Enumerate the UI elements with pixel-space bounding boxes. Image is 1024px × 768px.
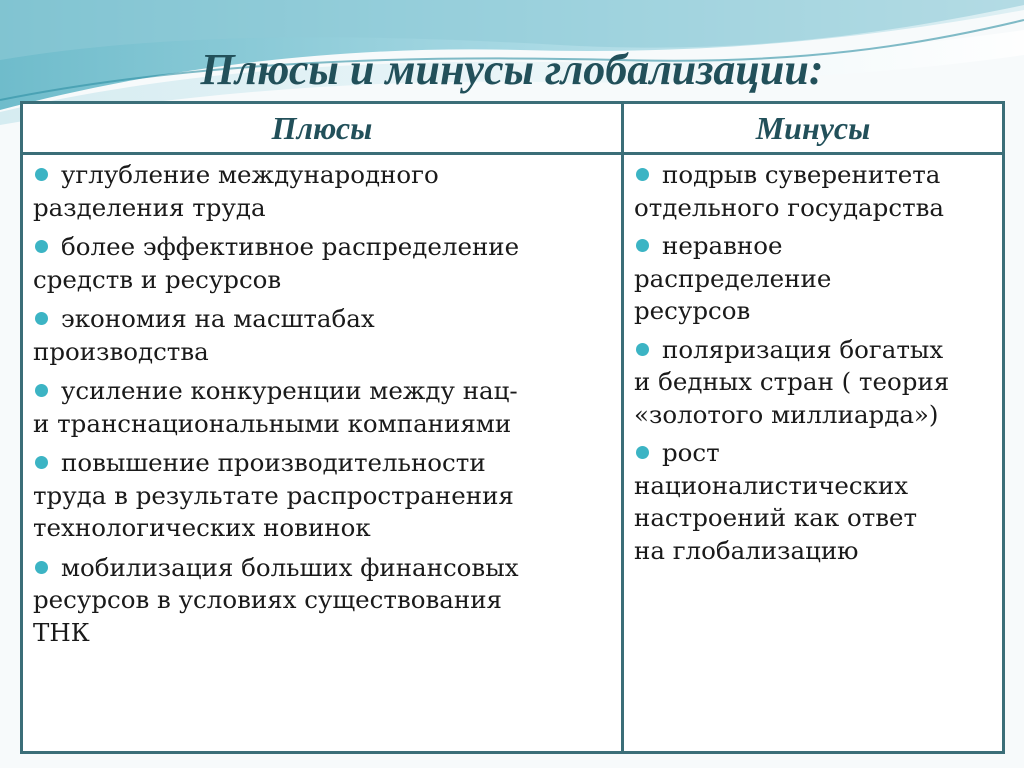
pros-item-text: усиление конкуренции между нац- и транснациональными компаниями (33, 376, 518, 438)
bullet-dot-icon (636, 168, 649, 181)
page-title: Плюсы и минусы глобализации: (200, 45, 824, 94)
pros-list-item (33, 231, 613, 296)
cons-item-text: подрыв суверенитета отдельного государства (634, 160, 945, 222)
bullet-dot-icon (35, 168, 48, 181)
bullet-dot-icon (35, 456, 48, 469)
pros-list-item (33, 552, 613, 650)
cons-column-header: Минусы (623, 103, 1004, 154)
pros-list-item (33, 375, 613, 440)
pros-item-text: мобилизация больших финансовых ресурсов в условиях существования ТНК (33, 552, 519, 647)
bullet-dot-icon (35, 312, 48, 325)
pros-item-text: углубление международного разделения труда (33, 160, 439, 222)
bullet-dot-icon (636, 343, 649, 356)
bullet-dot-icon (636, 446, 649, 459)
bullet-dot-icon (35, 561, 48, 574)
cons-list-item (634, 334, 994, 432)
table-header-row (22, 103, 1004, 154)
cons-list-item (634, 437, 994, 567)
pros-item-text: повышение производительности труда в результате распространения технологических новинок (33, 448, 514, 542)
cons-list (624, 155, 1002, 567)
bullet-dot-icon (35, 240, 48, 253)
pros-cell (22, 154, 623, 753)
pros-cons-table (20, 101, 1005, 754)
cons-item-text: неравное распределение ресурсов (634, 231, 832, 325)
cons-item-text: поляризация богатых и бедных стран ( теория «золотого миллиарда») (634, 334, 950, 429)
bullet-dot-icon (35, 384, 48, 397)
pros-column-header: Плюсы (22, 103, 623, 154)
table-body-row (22, 154, 1004, 753)
pros-list-item (33, 447, 613, 545)
cons-item-text: рост националистических настроений как ответ на глобализацию (634, 438, 918, 565)
pros-item-text: более эффективное распределение средств и ресурсов (33, 232, 520, 294)
cons-cell (623, 154, 1004, 753)
pros-list-item (33, 159, 613, 224)
pros-list (23, 155, 621, 649)
pros-item-text: экономия на масштабах производства (33, 304, 375, 366)
cons-list-item (634, 230, 994, 328)
bullet-dot-icon (636, 239, 649, 252)
pros-list-item (33, 303, 613, 368)
comparison-table-container (20, 101, 1002, 754)
cons-list-item (634, 159, 994, 224)
